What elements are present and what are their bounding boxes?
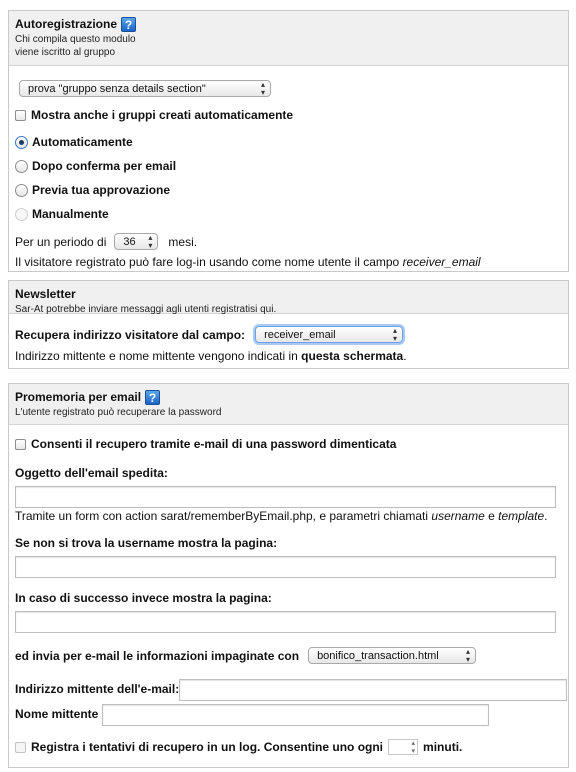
radio-button[interactable]	[15, 184, 28, 197]
help-icon[interactable]: ?	[121, 17, 136, 32]
newsletter-title: Newsletter	[15, 287, 76, 301]
chevron-updown-icon: ▴ ▾	[260, 79, 265, 97]
send-template-label: ed invia per e-mail le informazioni impaginate con	[15, 648, 300, 663]
newsletter-subtitle: Sar-At potrebbe inviare messaggi agli utenti registratisi qui.	[15, 304, 277, 315]
login-text: Il visitatore registrato può fare log-in usando come nome utente il campo	[15, 255, 400, 269]
group-select[interactable]: prova "gruppo senza details section" ▴ ▾	[19, 80, 271, 97]
period-suffix: mesi.	[168, 234, 198, 249]
param-template: template	[498, 509, 545, 523]
chevron-updown-icon: ▴ ▾	[148, 232, 153, 250]
radio-label: Automaticamente	[32, 135, 133, 149]
newsletter-info: Indirizzo mittente e nome mittente vengono indicati in	[15, 349, 298, 363]
newsletter-panel: Newsletter Sar-At potrebbe inviare messaggi agli utenti registratisi qui. Recupera indirizzo visitatore dal campo: receiver_email ▴ ▾ Indirizzo mittente e nome mittente vengono indicati in questa schermata .	[8, 280, 569, 369]
sender-address-label: Indirizzo mittente dell'e-mail:	[15, 682, 180, 696]
radio-label: Previa tua approvazione	[32, 183, 171, 197]
newsletter-header	[9, 281, 568, 314]
show-auto-groups-label: Mostra anche i gruppi creati automaticamente	[31, 108, 294, 122]
subject-input[interactable]	[15, 486, 556, 508]
not-found-label: Se non si trova la username mostra la pagina:	[15, 536, 278, 550]
not-found-page-input[interactable]	[15, 556, 556, 578]
period-select[interactable]: 36 ▴ ▾	[114, 233, 158, 250]
period-prefix: Per un periodo di	[15, 234, 107, 249]
log-attempts-checkbox[interactable]	[15, 742, 26, 753]
help-icon[interactable]: ?	[145, 390, 160, 405]
allow-recovery-checkbox[interactable]	[15, 439, 26, 450]
radio-button[interactable]	[15, 208, 28, 221]
sender-name-input[interactable]	[102, 704, 489, 726]
chevron-updown-icon: ▴ ▾	[393, 325, 398, 343]
radio-approval[interactable]	[15, 183, 170, 197]
minutes-suffix: minuti.	[423, 740, 463, 754]
login-field-name: receiver_email	[402, 255, 481, 269]
allow-recovery-label: Consenti il recupero tramite e-mail di una password dimenticata	[31, 437, 397, 451]
reminder-header	[9, 384, 568, 425]
radio-label: Manualmente	[32, 207, 109, 221]
autoregistration-title: Autoregistrazione	[15, 17, 118, 31]
sender-address-input[interactable]	[179, 679, 567, 701]
subject-label: Oggetto dell'email spedita:	[15, 466, 168, 480]
param-username: username	[431, 509, 485, 523]
template-select[interactable]: bonifico_transaction.html ▴ ▾	[308, 647, 476, 664]
sender-name-label: Nome mittente	[15, 707, 99, 721]
radio-automaticamente[interactable]	[15, 135, 133, 149]
stepper-arrows-icon: ▴ ▾	[411, 740, 416, 755]
success-label: In caso di successo invece mostra la pagina:	[15, 591, 272, 605]
radio-manual[interactable]	[15, 207, 109, 221]
chevron-updown-icon: ▴ ▾	[466, 646, 471, 664]
radio-button-checked[interactable]	[15, 136, 28, 149]
autoregistration-header	[9, 11, 568, 66]
recover-field-select[interactable]: receiver_email ▴ ▾	[255, 326, 403, 343]
show-auto-groups-checkbox[interactable]	[15, 110, 26, 121]
log-attempts-label: Registra i tentativi di recupero in un log. Consentine uno ogni	[31, 740, 384, 754]
radio-button[interactable]	[15, 160, 28, 173]
reminder-panel: Promemoria per email ? L'utente registrato può recuperare la password Consenti il recupero tramite e-mail di una password dimenticata Oggetto dell'email spedita: Tramite un form con action sarat/rememberByEmail.php, e parametri chiamati username e template . Se non si trova la username mostra la pagina: In caso di successo invece mostra la pagina: ed invia per e-mail le informazioni impaginate con bonifico_transaction.html ▴ ▾ Indirizzo mittente dell'e-mail: Nome mittente Registra i tentativi di recupero in un log. Consentine uno ogni ▴ ▾ minuti.	[8, 383, 569, 768]
settings-link[interactable]: questa schermata	[301, 349, 404, 363]
autoregistration-subtitle-1: Chi compila questo modulo	[15, 34, 136, 45]
minutes-stepper[interactable]	[388, 739, 418, 755]
autoregistration-panel	[8, 10, 569, 272]
radio-label: Dopo conferma per email	[32, 159, 177, 173]
radio-email-confirm[interactable]	[15, 159, 176, 173]
autoregistration-subtitle-2: viene iscritto al gruppo	[15, 47, 116, 58]
form-note: Tramite un form con action sarat/rememberByEmail.php, e parametri chiamati	[15, 509, 429, 523]
recover-field-label: Recupera indirizzo visitatore dal campo:	[15, 327, 246, 342]
reminder-title: Promemoria per email	[15, 390, 142, 404]
success-page-input[interactable]	[15, 611, 556, 633]
reminder-subtitle: L'utente registrato può recuperare la password	[15, 407, 222, 418]
